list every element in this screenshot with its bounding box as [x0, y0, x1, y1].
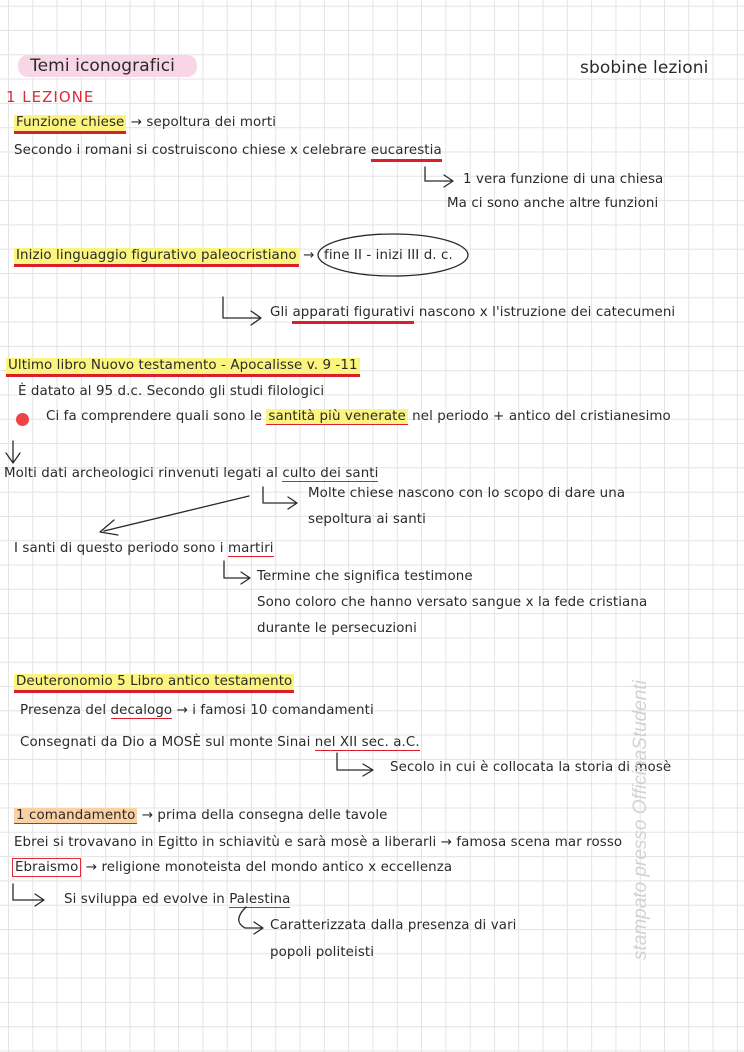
term-deuteronomio: Deuteronomio 5 Libro antico testamento [14, 674, 294, 693]
hook-arrow-icon [13, 884, 44, 906]
line-dati-archeologici: Molti dati archeologici rinvenuti legati al culto dei santi [4, 466, 379, 481]
line-datato: È datato al 95 d.c. Secondo gli studi filologici [18, 384, 325, 399]
term-eucarestia: eucarestia [371, 143, 442, 162]
diagonal-arrow-icon [100, 496, 249, 535]
line-consegnati: Consegnati da Dio a MOSÈ sul monte Sinai nel XII sec. a.C. [20, 735, 420, 750]
line-vera-funzione: 1 vera funzione di una chiesa [463, 172, 664, 187]
line-funzione-chiese: Funzione chiese → sepoltura dei morti [14, 115, 276, 130]
line-molte-chiese: Molte chiese nascono con lo scopo di dare una [308, 486, 626, 501]
line-versato-sangue: Sono coloro che hanno versato sangue x la fede cristiana [257, 595, 648, 610]
line-apparati-figurativi: Gli apparati figurativi nascono x l'istruzione dei catecumeni [270, 305, 675, 320]
line-secondo-i-romani: Secondo i romani si costruiscono chiese x celebrare eucarestia [14, 143, 442, 158]
term-santita-venerate: santità più venerate [268, 409, 406, 424]
down-arrow-icon [6, 441, 20, 463]
line-altre-funzioni: Ma ci sono anche altre funzioni [447, 196, 659, 211]
header-right-title: sbobine lezioni [580, 58, 709, 78]
hook-arrow-icon [425, 167, 453, 187]
term-primo-comandamento: 1 comandamento [16, 808, 136, 823]
line-ebraismo: Ebraismo → religione monoteista del mondo antico x eccellenza [12, 860, 452, 875]
watermark: stampato presso OfficinaStudenti [630, 680, 651, 960]
term-funzione-chiese: Funzione chiese [14, 115, 126, 134]
term-decalogo: decalogo [110, 703, 173, 718]
curved-arrow-icon [239, 907, 263, 934]
line-caratterizzata: Caratterizzata dalla presenza di vari [270, 918, 517, 933]
term-apocalisse: Ultimo libro Nuovo testamento - Apocalisse v. 9 -11 [6, 358, 360, 377]
line-persecuzioni: durante le persecuzioni [257, 621, 417, 636]
circled-date: fine II - inizi III d. c. [324, 248, 453, 263]
lesson-label: 1 LEZIONE [6, 88, 95, 106]
line-ebrei-egitto: Ebrei si trovavano in Egitto in schiavitù e sarà mosè a liberarli → famosa scena mar rosso [14, 835, 623, 850]
term-martiri: martiri [227, 541, 274, 556]
line-deuteronomio [14, 674, 294, 689]
term-culto-santi: culto dei santi [282, 466, 379, 481]
line-inizio-linguaggio: Inizio linguaggio figurativo paleocristiano → [14, 248, 314, 263]
line-palestina: Si sviluppa ed evolve in Palestina [64, 892, 291, 907]
hook-arrow-icon [263, 487, 297, 509]
line-decalogo: Presenza del decalogo → i famosi 10 comandamenti [20, 703, 374, 718]
hook-arrow-icon [224, 561, 250, 584]
term-palestina: Palestina [229, 892, 291, 907]
hook-arrow-icon [337, 753, 373, 776]
line-santita: Ci fa comprendere quali sono le santità più venerate nel periodo + antico del cristianesimo [46, 409, 671, 424]
hook-arrow-icon [223, 297, 261, 325]
line-ultimo-libro [6, 358, 360, 373]
term-linguaggio-figurativo: Inizio linguaggio figurativo paleocristiano [14, 248, 299, 267]
bullet-dot [16, 413, 29, 426]
line-popoli-politeisti: popoli politeisti [270, 945, 375, 960]
line-santi-periodo: I santi di questo periodo sono i martiri [14, 541, 274, 556]
term-apparati-figurativi: apparati figurativi [292, 305, 414, 324]
line-secolo-storia: Secolo in cui è collocata la storia di mosè [390, 760, 672, 775]
term-xii-secolo: nel XII sec. a.C. [314, 735, 420, 750]
line-sepoltura-santi: sepoltura ai santi [308, 512, 426, 527]
line-testimone: Termine che significa testimone [257, 569, 473, 584]
term-ebraismo: Ebraismo [12, 858, 81, 877]
page-title: Temi iconografici [18, 56, 197, 76]
line-primo-comandamento: 1 comandamento → prima della consegna delle tavole [16, 808, 388, 823]
